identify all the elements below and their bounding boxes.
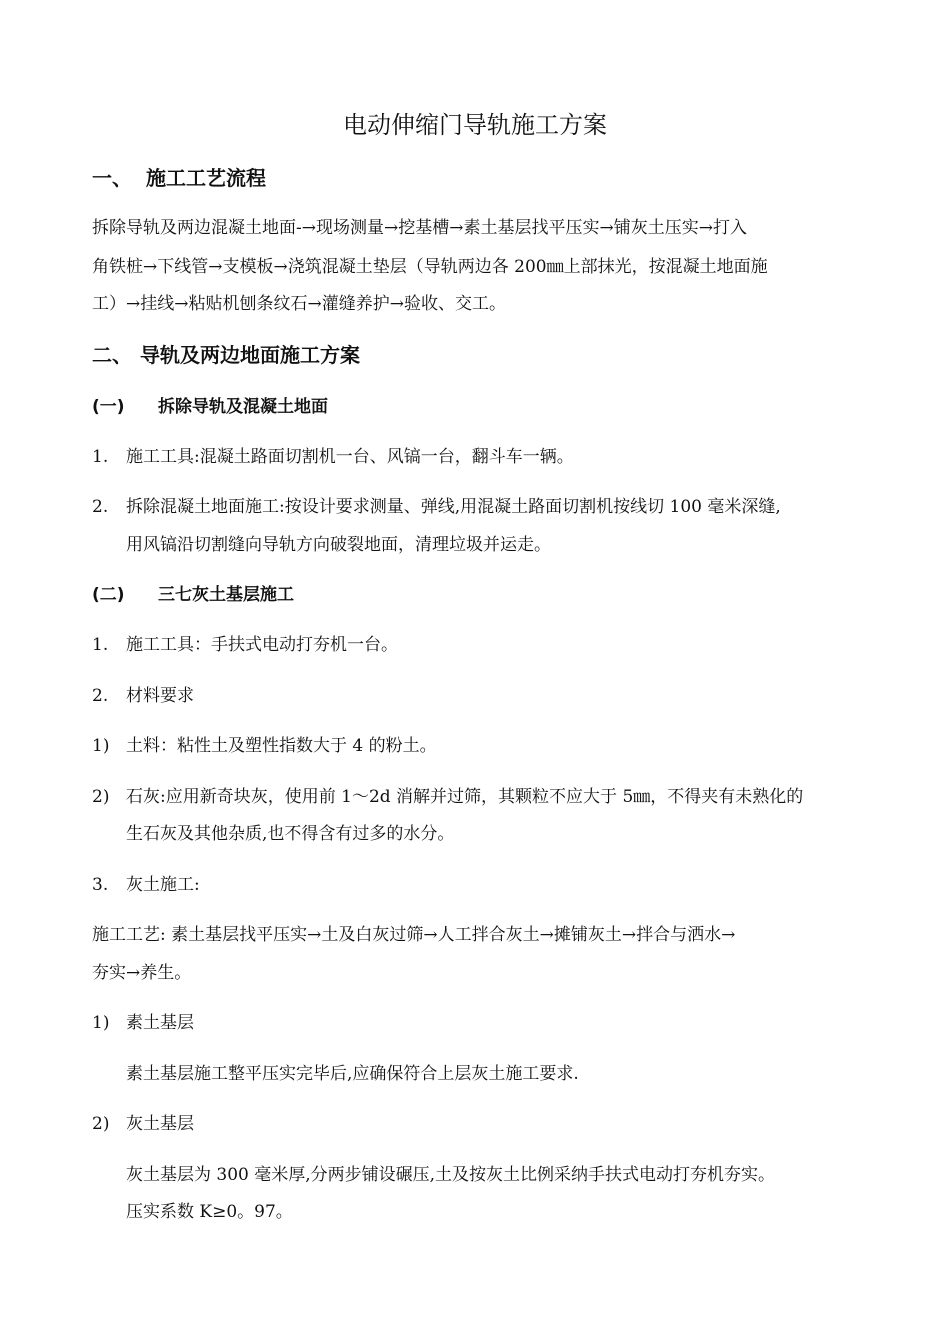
- section-title: 导轨及两边地面施工方案: [140, 343, 360, 367]
- process-line-1: 施工工艺: 素土基层找平压实→土及白灰过筛→人工拌合灰土→摊铺灰土→拌合与洒水→: [92, 925, 736, 945]
- list-number: 3.: [92, 875, 109, 895]
- list-number: 1.: [92, 447, 109, 467]
- process-line-2: 夯实→养生。: [92, 963, 192, 983]
- list-item: [92, 866, 200, 905]
- section-heading-rail: [92, 340, 360, 370]
- list-text: 材料要求: [126, 686, 194, 706]
- list-text: 施工工具：手扶式电动打夯机一台。: [126, 635, 398, 655]
- section-number: 一、: [92, 166, 132, 190]
- process-flow-line-1: 拆除导轨及两边混凝土地面-→现场测量→挖基槽→素土基层找平压实→铺灰土压实→打入: [92, 218, 747, 238]
- subsection-heading-demolition: [92, 394, 328, 420]
- list-number: 2.: [92, 497, 109, 517]
- subsection-number: (二): [92, 585, 125, 605]
- list-item: [92, 778, 803, 817]
- document-title: 电动伸缩门导轨施工方案: [343, 111, 607, 139]
- list-item: [92, 438, 574, 477]
- subsection-title: 三七灰土基层施工: [158, 585, 294, 605]
- list-text: 灰土基层: [126, 1114, 194, 1134]
- subsection-number: (一): [92, 397, 125, 417]
- process-flow-line-3: 工）→挂线→粘贴机刨条纹石→灌缝养护→验收、交工。: [92, 294, 506, 314]
- list-item: [92, 1004, 194, 1043]
- list-item: [92, 727, 437, 766]
- list-text: 灰土施工:: [126, 875, 200, 895]
- list-number: 2.: [92, 686, 109, 706]
- section-title: 施工工艺流程: [146, 166, 266, 190]
- list-text-continued: 生石灰及其他杂质,也不得含有过多的水分。: [126, 824, 455, 844]
- list-item: [92, 677, 194, 716]
- list-text: 石灰:应用新奇块灰，使用前 1～2d 消解并过筛，其颗粒不应大于 5㎜，不得夹有未熟化的: [126, 787, 804, 807]
- list-item: [92, 626, 398, 665]
- paragraph: 灰土基层为 300 毫米厚,分两步铺设碾压,土及按灰土比例采纳手扶式电动打夯机夯实。: [126, 1165, 776, 1185]
- list-number: 1.: [92, 635, 109, 655]
- list-text-continued: 用风镐沿切割缝向导轨方向破裂地面，清理垃圾并运走。: [126, 535, 551, 555]
- paragraph-continued: 压实系数 K≥0。97。: [126, 1202, 293, 1222]
- list-number: 1): [92, 1013, 110, 1033]
- list-item: [92, 1105, 194, 1144]
- section-heading-process: [92, 163, 266, 193]
- list-text: 拆除混凝土地面施工:按设计要求测量、弹线,用混凝土路面切割机按线切 100 毫米深缝,: [126, 497, 781, 517]
- list-text: 土料：粘性土及塑性指数大于 4 的粉土。: [126, 736, 437, 756]
- subsection-heading-lime-soil: [92, 582, 294, 608]
- section-number: 二、: [92, 343, 132, 367]
- list-text: 素土基层: [126, 1013, 194, 1033]
- subsection-title: 拆除导轨及混凝土地面: [158, 397, 328, 417]
- process-flow-line-2: 角铁桩→下线管→支模板→浇筑混凝土垫层（导轨两边各 200㎜上部抹光，按混凝土地面施: [92, 257, 768, 277]
- list-number: 2): [92, 787, 110, 807]
- list-number: 2): [92, 1114, 110, 1134]
- list-text: 施工工具:混凝土路面切割机一台、风镐一台，翻斗车一辆。: [126, 447, 574, 467]
- paragraph: 素土基层施工整平压实完毕后,应确保符合上层灰土施工要求.: [126, 1064, 579, 1084]
- list-item: [92, 488, 781, 527]
- list-number: 1): [92, 736, 110, 756]
